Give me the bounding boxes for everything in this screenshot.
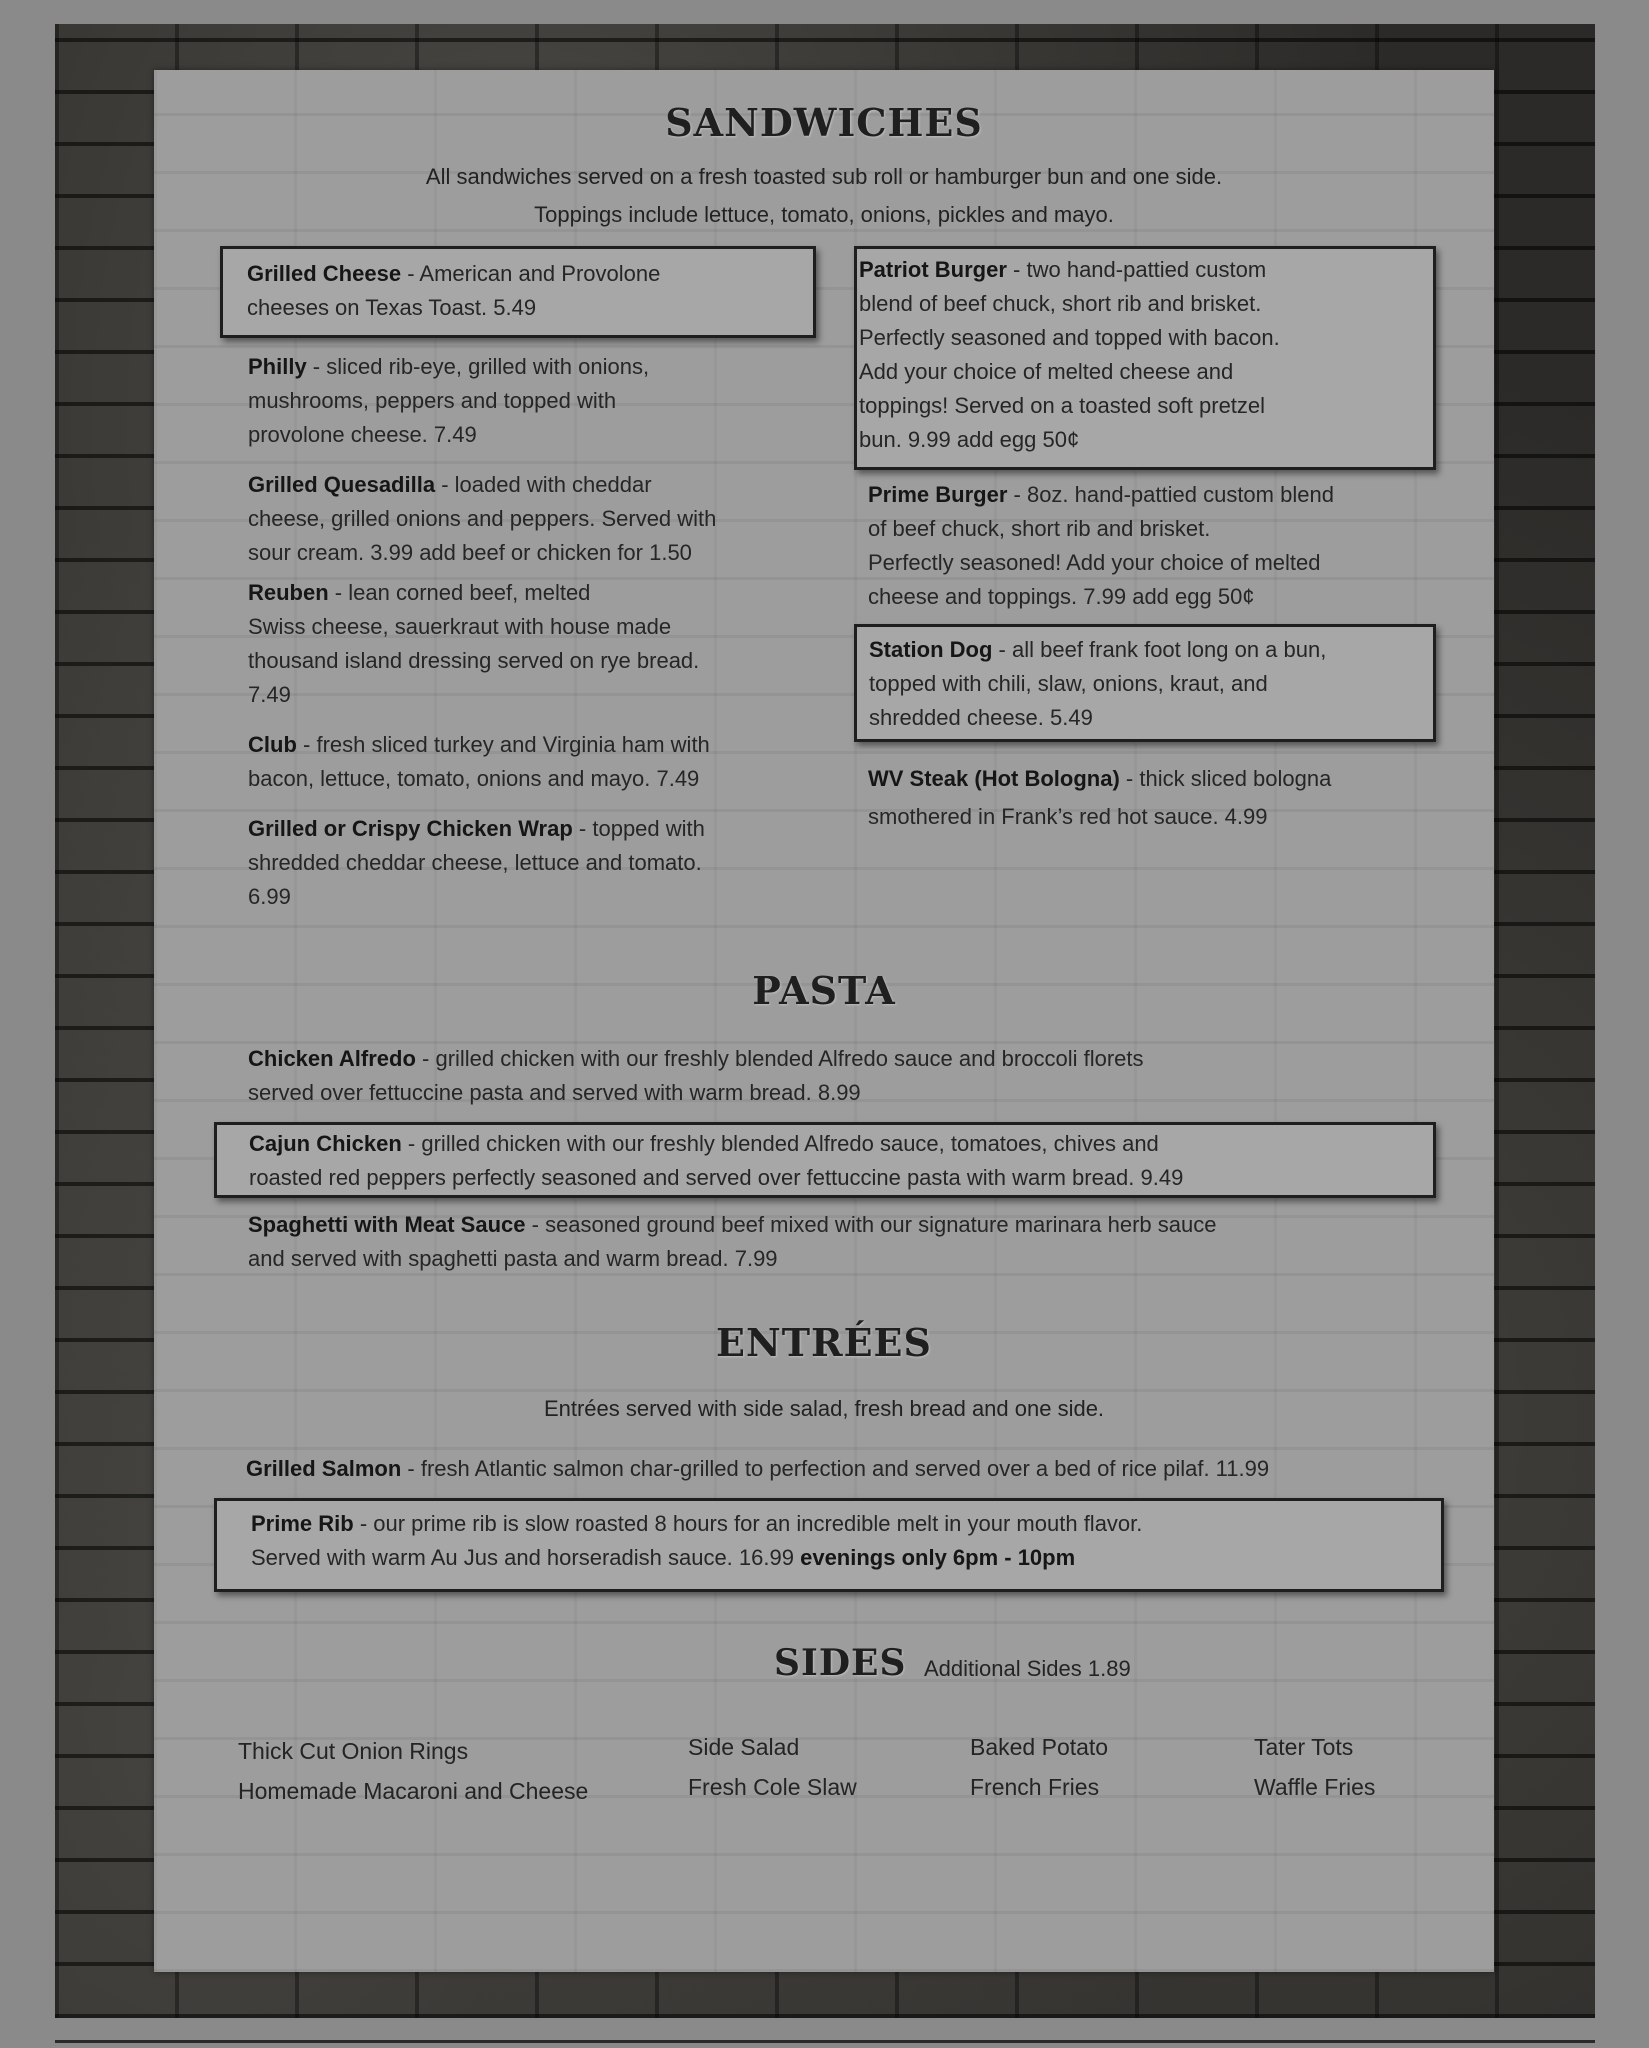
side-item: Fresh Cole Slaw (688, 1774, 857, 1800)
sandwiches-intro (154, 158, 1494, 234)
side-item: Side Salad (688, 1734, 800, 1760)
item-name: Chicken Alfredo (248, 1046, 416, 1071)
item-description: 7.49 (248, 682, 291, 707)
side-item: Homemade Macaroni and Cheese (238, 1778, 589, 1804)
menu-item-club: Club - fresh sliced turkey and Virginia ham with bacon, lettuce, tomato, onions and mayo. 7.49 (248, 728, 828, 796)
item-description: grilled chicken with our freshly blended Alfredo sauce and broccoli florets (435, 1046, 1144, 1071)
item-description: seasoned ground beef mixed with our signature marinara herb sauce (545, 1212, 1217, 1237)
item-name: Grilled or Crispy Chicken Wrap (248, 816, 573, 841)
side-item: Waffle Fries (1254, 1774, 1376, 1800)
side-item: French Fries (970, 1774, 1100, 1800)
item-description: topped with (592, 816, 705, 841)
item-name: Patriot Burger (859, 257, 1007, 282)
item-name: Station Dog (869, 637, 993, 662)
menu-item-station-dog: Station Dog - all beef frank foot long on a bun, topped with chili, slaw, onions, kraut, and shredded cheese. 5.49 (854, 624, 1436, 742)
item-description: Served with warm Au Jus and horseradish sauce. 16.99 (251, 1545, 794, 1570)
item-name: Grilled Salmon (246, 1456, 402, 1481)
item-description: fresh Atlantic salmon char-grilled to perfection and served over a bed of rice pilaf. 11.99 (420, 1456, 1270, 1481)
item-description: cheeses on Texas Toast. 5.49 (247, 295, 537, 320)
sandwiches-heading: SANDWICHES (665, 100, 983, 145)
item-description: provolone cheese. 7.49 (248, 422, 477, 447)
item-description: and served with spaghetti pasta and warm bread. 7.99 (248, 1246, 778, 1271)
menu-item-reuben: Reuben - lean corned beef, melted Swiss cheese, sauerkraut with house made thousand island dressing served on rye bread. 7.49 (248, 576, 828, 712)
item-description: two hand-pattied custom (1026, 257, 1267, 282)
item-name: Grilled Quesadilla (248, 472, 436, 497)
side-item: Thick Cut Onion Rings (238, 1738, 469, 1764)
item-description: topped with chili, slaw, onions, kraut, and (869, 671, 1268, 696)
item-description: Add your choice of melted cheese and (859, 359, 1234, 384)
entrees-intro: Entrées served with side salad, fresh bread and one side. (543, 1396, 1105, 1421)
additional-sides-price: Additional Sides 1.89 (924, 1656, 1131, 1681)
item-description: Perfectly seasoned and topped with bacon. (859, 325, 1280, 350)
side-item: Tater Tots (1254, 1734, 1354, 1760)
item-description: bacon, lettuce, tomato, onions and mayo. 7.49 (248, 766, 700, 791)
item-description: smothered in Frank’s red hot sauce. 4.99 (868, 804, 1268, 829)
item-description: 6.99 (248, 884, 291, 909)
item-description: cheese and toppings. 7.99 add egg 50¢ (868, 584, 1255, 609)
item-description: served over fettuccine pasta and served with warm bread. 8.99 (248, 1080, 861, 1105)
item-description: thousand island dressing served on rye bread. (248, 648, 700, 673)
item-description: all beef frank foot long on a bun, (1012, 637, 1327, 662)
menu-item-chicken-alfredo: Chicken Alfredo - grilled chicken with our freshly blended Alfredo sauce and broccoli florets served over fettuccine pasta and served with warm bread. 8.99 (248, 1042, 1398, 1110)
item-description: American and Provolone (419, 261, 661, 286)
item-description: Swiss cheese, sauerkraut with house made (248, 614, 672, 639)
item-description: thick sliced bologna (1139, 766, 1332, 791)
menu-item-grilled-salmon: Grilled Salmon - fresh Atlantic salmon char-grilled to perfection and served over a bed of rice pilaf. 11.99 (246, 1456, 1270, 1481)
item-description: of beef chuck, short rib and brisket. (868, 516, 1211, 541)
item-description: roasted red peppers perfectly seasoned and served over fettuccine pasta with warm bread. 9.49 (249, 1165, 1184, 1190)
item-name: Cajun Chicken (249, 1131, 402, 1156)
prime-rib-availability: evenings only 6pm - 10pm (800, 1545, 1076, 1570)
item-description: sliced rib-eye, grilled with onions, (326, 354, 650, 379)
item-name: Club (248, 732, 297, 757)
item-name: Spaghetti with Meat Sauce (248, 1212, 526, 1237)
menu-item-wv-steak: WV Steak (Hot Bologna) - thick sliced bologna smothered in Frank’s red hot sauce. 4.99 (868, 760, 1448, 836)
pasta-heading: PASTA (752, 968, 896, 1013)
item-name: WV Steak (Hot Bologna) (868, 766, 1120, 791)
item-name: Prime Burger (868, 482, 1008, 507)
item-description: our prime rib is slow roasted 8 hours for an incredible melt in your mouth flavor. (373, 1511, 1143, 1536)
sandwiches-intro-line-1: All sandwiches served on a fresh toasted sub roll or hamburger bun and one side. (425, 164, 1223, 189)
item-description: loaded with cheddar (454, 472, 652, 497)
item-description: toppings! Served on a toasted soft pretzel (859, 393, 1266, 418)
sandwiches-intro-line-2: Toppings include lettuce, tomato, onions, pickles and mayo. (534, 202, 1114, 227)
item-description: sour cream. 3.99 add beef or chicken for 1.50 (248, 540, 692, 565)
item-description: mushrooms, peppers and topped with (248, 388, 617, 413)
item-name: Reuben (248, 580, 329, 605)
item-description: lean corned beef, melted (348, 580, 591, 605)
menu-item-grilled-quesadilla: Grilled Quesadilla - loaded with cheddar cheese, grilled onions and peppers. Served with sour cream. 3.99 add beef or chicken for 1.50 (248, 468, 828, 570)
item-description: shredded cheddar cheese, lettuce and tomato. (248, 850, 702, 875)
menu-item-cajun-chicken: Cajun Chicken - grilled chicken with our freshly blended Alfredo sauce, tomatoes, chives and roasted red peppers perfectly seasoned and served over fettuccine pasta with warm bread. 9.49 (214, 1122, 1436, 1198)
menu-item-prime-burger: Prime Burger - 8oz. hand-pattied custom blend of beef chuck, short rib and brisket. Perfectly seasoned! Add your choice of melted cheese and toppings. 7.99 add egg 50¢ (868, 478, 1448, 614)
page-bottom-rule (55, 2040, 1595, 2043)
item-description: cheese, grilled onions and peppers. Served with (248, 506, 717, 531)
menu-item-grilled-cheese: Grilled Cheese - American and Provolone cheeses on Texas Toast. 5.49 (220, 246, 816, 338)
item-name: Prime Rib (251, 1511, 354, 1536)
item-description: bun. 9.99 add egg 50¢ (859, 427, 1080, 452)
menu-item-spaghetti: Spaghetti with Meat Sauce - seasoned ground beef mixed with our signature marinara herb sauce and served with spaghetti pasta and warm bread. 7.99 (248, 1208, 1418, 1276)
item-description: blend of beef chuck, short rib and brisket. (859, 291, 1262, 316)
sides-heading: SIDES (774, 1642, 907, 1684)
item-description: fresh sliced turkey and Virginia ham with (316, 732, 710, 757)
item-name: Grilled Cheese (247, 261, 402, 286)
entrees-heading: ENTRÉES (716, 1320, 932, 1365)
item-description: 8oz. hand-pattied custom blend (1026, 482, 1334, 507)
menu-item-philly: Philly - sliced rib-eye, grilled with onions, mushrooms, peppers and topped with provolone cheese. 7.49 (248, 350, 828, 452)
menu-item-patriot-burger: Patriot Burger - two hand-pattied custom blend of beef chuck, short rib and brisket. Perfectly seasoned and topped with bacon. Add your choice of melted cheese and toppings! Served on a toasted soft pretzel bun. 9.99 add egg 50¢ (854, 246, 1436, 470)
menu-panel (154, 70, 1494, 1972)
item-description: grilled chicken with our freshly blended Alfredo sauce, tomatoes, chives and (421, 1131, 1159, 1156)
menu-item-prime-rib: Prime Rib - our prime rib is slow roasted 8 hours for an incredible melt in your mouth flavor. Served with warm Au Jus and horseradish sauce. 16.99 evenings only 6pm - 10pm (214, 1498, 1444, 1592)
item-name: Philly (248, 354, 307, 379)
menu-item-chicken-wrap: Grilled or Crispy Chicken Wrap - topped with shredded cheddar cheese, lettuce and tomato. 6.99 (248, 812, 828, 914)
side-item: Baked Potato (970, 1734, 1109, 1760)
item-description: Perfectly seasoned! Add your choice of melted (868, 550, 1321, 575)
item-description: shredded cheese. 5.49 (869, 705, 1093, 730)
